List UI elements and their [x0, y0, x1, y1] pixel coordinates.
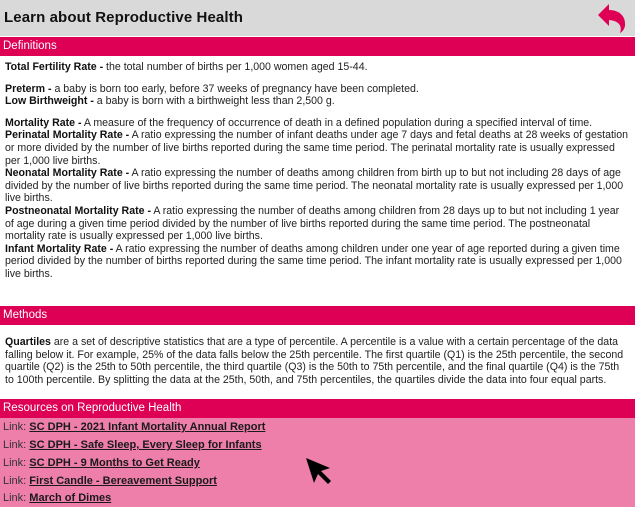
link-prefix: Link:	[3, 439, 30, 451]
resource-item	[3, 490, 111, 506]
resource-item	[3, 473, 217, 489]
methods-paragraph	[5, 336, 630, 386]
resource-link-first-candle[interactable]: First Candle - Bereavement Support	[29, 475, 217, 487]
definition-term: Postneonatal Mortality Rate -	[5, 204, 151, 217]
definition-item	[5, 167, 630, 205]
definition-term: Perinatal Mortality Rate -	[5, 129, 130, 142]
resources-section-header: Resources on Reproductive Health	[0, 399, 635, 418]
link-prefix: Link:	[3, 421, 30, 433]
methods-content	[5, 336, 630, 386]
definition-item	[5, 61, 630, 74]
methods-section-header: Methods	[0, 306, 635, 325]
definition-item	[5, 129, 630, 167]
resource-item	[3, 419, 265, 435]
resource-item	[3, 437, 262, 453]
page-title: Learn about Reproductive Health	[4, 9, 243, 26]
definition-text: the total number of births per 1,000 women aged 15-44.	[103, 61, 368, 73]
definition-item	[5, 117, 630, 130]
mouse-pointer-icon	[304, 456, 334, 486]
definition-term: Preterm -	[5, 82, 52, 95]
page-header	[0, 0, 635, 36]
definition-term: Mortality Rate -	[5, 116, 82, 129]
link-prefix: Link:	[3, 492, 30, 504]
resource-link-safe-sleep[interactable]: SC DPH - Safe Sleep, Every Sleep for Infants	[29, 439, 262, 451]
link-prefix: Link:	[3, 475, 30, 487]
definition-term: Infant Mortality Rate -	[5, 242, 114, 255]
back-button[interactable]	[595, 2, 629, 34]
resource-item	[3, 455, 200, 471]
definition-text: a baby is born with a birthweight less than 2,500 g.	[93, 95, 335, 108]
definition-term: Total Fertility Rate -	[5, 61, 104, 73]
definition-text: A ratio expressing the number of deaths among children from 28 days up to but not including 1 year of age during a given time period divided by the number of live births reported during the same time period. The postneonatal mortality rate is usually expressed per 1,000 live births.	[5, 204, 620, 243]
definition-item	[5, 243, 630, 281]
undo-arrow-icon	[595, 2, 629, 34]
resource-link-march-of-dimes[interactable]: March of Dimes	[29, 492, 112, 504]
definition-text: A ratio expressing the number of infant deaths under age 7 days and fetal deaths at 28 weeks of gestation or more divided by the number of live births reported during the same time period. The perinatal mortality rate is usually expressed per 1,000 live births.	[5, 129, 629, 167]
resource-link-9-months[interactable]: SC DPH - 9 Months to Get Ready	[29, 457, 200, 469]
methods-text: are a set of descriptive statistics that are a type of percentile. A percentile is a value with a certain percentage of the data falling below it. For example, 25% of the data falls below the 25th percentile. The first quartile (Q1) is the 25th percentile, the second quartile (Q2) is the 25th to 50th percentile, the third quartile (Q3) is the 50th to 75th percentile, and the final quartile (Q4) is the 75th to 100th percentile. By splitting the data at the 25th, 50th, and 75th percentiles, the quartiles divide the data into four equal parts.	[5, 336, 624, 386]
definition-text: A ratio expressing the number of deaths among children under one year of age reported during a given time period divided by the number of births reported during the same time period. The infant mortality rate is usually expressed per 1,000 live births.	[5, 242, 622, 280]
resource-link-infant-mortality-report[interactable]: SC DPH - 2021 Infant Mortality Annual Report	[29, 421, 266, 433]
definition-text: a baby is born too early, before 37 weeks of pregnancy have been completed.	[51, 82, 419, 95]
definition-term: Low Birthweight -	[5, 95, 94, 108]
definition-item	[5, 83, 630, 96]
definitions-content	[5, 61, 630, 281]
definition-text: A ratio expressing the number of deaths among children from birth up to but not including 28 days of age divided by the number of live births reported during the same time period. The neonatal mortality rate is usually expressed per 1,000 live births.	[5, 167, 624, 205]
link-prefix: Link:	[3, 457, 30, 469]
methods-term: Quartiles	[5, 336, 51, 348]
definition-term: Neonatal Mortality Rate -	[5, 167, 130, 180]
definition-item	[5, 205, 630, 243]
definition-text: A measure of the frequency of occurrence of death in a defined population during a specified interval of time.	[81, 116, 593, 129]
definition-item	[5, 95, 630, 108]
definitions-section-header: Definitions	[0, 37, 635, 56]
